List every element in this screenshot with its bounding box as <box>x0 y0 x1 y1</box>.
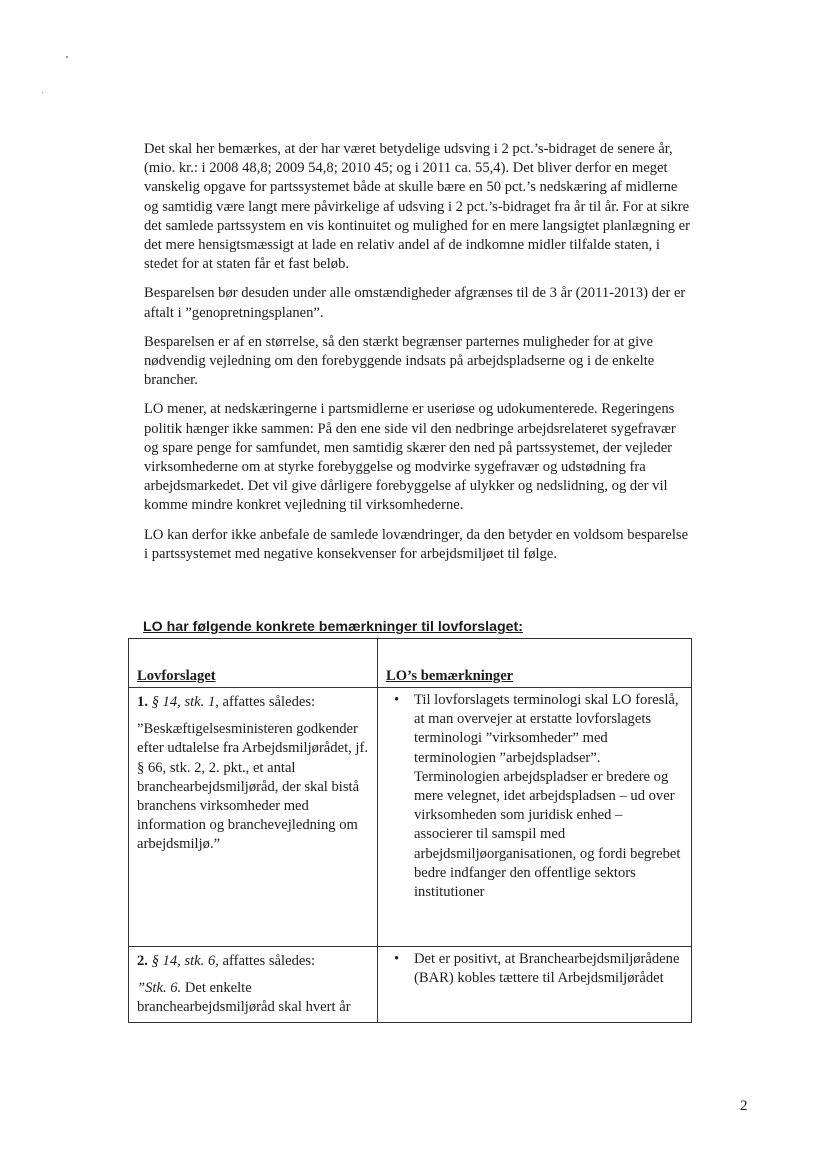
item-reference: § 14, stk. 1, <box>151 694 219 710</box>
body-text <box>144 140 690 574</box>
paragraph: LO kan derfor ikke anbefale de samlede lovændringer, da den betyder en voldsom besparelse i partssystemet med negative konsekvenser for arbejdsmiljøet til følge. <box>144 526 689 562</box>
column-header-lovforslaget: Lovforslaget <box>129 639 378 688</box>
remark-item: • Det er positivt, at Branchearbejdsmiljørådene (BAR) kobles tættere til Arbejdsmiljørådet <box>414 950 683 988</box>
table-row <box>129 947 692 1023</box>
proposal-cell <box>129 688 378 947</box>
item-heading <box>137 693 369 712</box>
quoted-text: ”Beskæftigelsesministeren godkender efter udtalelse fra Arbejdsmiljørådet, jf. § 66, stk. 2, 2. pkt., et antal branchearbejdsmiljøråd, der skal bistå branchens virksomheder med information og branchevejledning om arbejdsmiljø.” <box>137 721 368 853</box>
scan-speck <box>42 92 43 93</box>
paragraph: Besparelsen er af en størrelse, så den stærkt begrænser parternes muligheder for at give nødvendig vejledning om den forebyggende indsats på arbejdspladserne og i de enkelte brancher. <box>144 333 655 389</box>
item-number: 2. <box>137 953 148 969</box>
proposal-cell <box>129 947 378 1023</box>
remark-list <box>386 950 683 988</box>
remark-cell <box>378 947 692 1023</box>
item-number: 1. <box>137 694 148 710</box>
item-lead: affattes således: <box>218 694 316 710</box>
item-lead: affattes således: <box>218 953 316 969</box>
remarks-table <box>128 638 692 1023</box>
remark-list <box>386 691 683 902</box>
paragraph: LO mener, at nedskæringerne i partsmidlerne er useriøse og udokumenterede. Regeringens politik hænger ikke sammen: På den ene side vil den nedbringe arbejdsrelateret sygefravær og spare penge for samfundet, men samtidig skærer den ned på partssystemet, der vejleder virksomhederne om at styrke forebyggelse og modvirke sygefravær og udstødning fra arbejdsmarkedet. Det vil give dårligere forebyggelse af ulykker og nedslidning, og der vil komme mindre konkret vejledning til virksomhederne. <box>144 401 676 514</box>
remark-cell <box>378 688 692 947</box>
remark-item: • Til lovforslagets terminologi skal LO foreslå, at man overvejer at erstatte lovforslagets terminologi ”virksomheder” med terminologien ”arbejdspladser”. Terminologien arbejdspladser er bredere og mere velegnet, idet arbejdspladsen – ud over virksomheden som juridisk enhed – associerer til samspil med arbejdsmiljøorganisationen, og fordi begrebet bedre indfanger den offentlige sektors institutioner <box>414 691 683 902</box>
table-header-row <box>129 639 692 688</box>
column-header-lo-bemaerkninger: LO’s bemærkninger <box>378 639 692 688</box>
item-heading <box>137 952 369 971</box>
paragraph: Det skal her bemærkes, at der har været betydelige udsving i 2 pct.’s-bidraget de senere år, (mio. kr.: i 2008 48,8; 2009 54,8; 2010 45; og i 2011 ca. 55,4). Det bliver derfor en meget vanskelig opgave for partssystemet både at skulle bære en 50 pct.’s nedskæring af midlerne og samtidig være langt mere påvirkelige af udsving i 2 pct.’s-bidraget fra år til år. For at sikre det samlede partssystem en vis kontinuitet og mulighed for en mere langsigtet planlægning er det mere hensigtsmæssigt at lade en relativ andel af de indkomne midler tilfalde staten, i stedet for at staten får et fast beløb. <box>144 141 690 273</box>
item-reference: § 14, stk. 6, <box>151 953 219 969</box>
quoted-text: ”Stk. 6. Det enkelte branchearbejdsmiljøråd skal hvert år <box>137 980 351 1016</box>
paragraph: Besparelsen bør desuden under alle omstændigheder afgrænses til de 3 år (2011-2013) der er aftalt i ”genopretningsplanen”. <box>144 285 686 321</box>
scan-speck <box>66 56 68 58</box>
table-row <box>129 688 692 947</box>
section-heading: LO har følgende konkrete bemærkninger til lovforslaget: <box>143 619 523 635</box>
page-number: 2 <box>740 1098 748 1114</box>
